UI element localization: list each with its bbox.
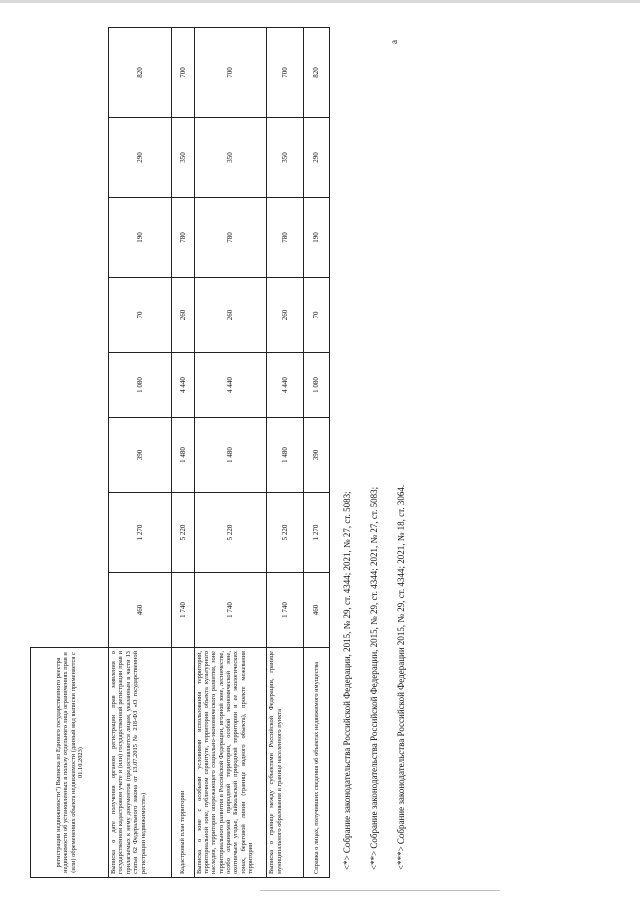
header-cell: регистрации недвижимости") Выписка из Единого государственного реестра недвижимости об установленных в пользу отдельного лица ограничениях прав и (или) обременениях объекта недвижимости (данный вид выписки применяется с 01.10.2023) [31,648,109,878]
fee-cell [171,28,194,118]
fee-cell [303,418,329,493]
fee-value: 1 480 [226,447,235,463]
fee-cell [267,118,303,198]
fee-value: 350 [281,152,290,163]
fee-value: 390 [312,449,321,461]
fee-cell [303,28,329,118]
fee-value: 700 [178,67,187,78]
fee-cell [171,493,194,573]
table-row [109,28,172,878]
row-label: Справка о лицах, получивших сведения об объектах недвижимого имущества [303,648,329,878]
fee-value: 190 [135,232,144,243]
fee-value: 390 [135,449,144,461]
fee-cell [194,28,267,118]
fee-cell [171,353,194,418]
fee-cell [194,198,267,278]
table-row [267,28,303,878]
rotated-page-content [30,28,530,878]
fee-value: 260 [226,309,235,321]
fee-value: 1 270 [135,524,144,541]
fee-cell [267,418,303,493]
fee-cell [194,118,267,198]
fee-value: 700 [281,67,290,78]
fee-value: 260 [281,309,290,321]
fee-value: 190 [312,232,321,243]
row-label: Кадастровый план территории [171,648,194,878]
fee-cell [267,573,303,648]
fee-value: 290 [135,152,144,163]
table-row [171,28,194,878]
fee-cell [267,198,303,278]
fee-cell [303,118,329,198]
fee-value: 780 [226,232,235,243]
table-row-header [31,28,109,878]
fee-cell [267,353,303,418]
footnotes [342,28,423,878]
fee-cell [303,353,329,418]
fee-cell [109,573,172,648]
fee-cell [171,573,194,648]
fee-value: 1 080 [135,377,144,393]
fee-cell [303,573,329,648]
fee-cell [194,353,267,418]
fee-value: 70 [135,311,144,319]
fee-cell [109,353,172,418]
fee-cell [194,573,267,648]
fee-value: 290 [312,152,321,163]
fee-value: 350 [226,152,235,163]
fee-cell [194,493,267,573]
fee-cell [171,278,194,353]
fee-cell [109,118,172,198]
scan-edge [0,0,640,3]
fee-value: 4 440 [281,377,290,393]
fee-cell [109,418,172,493]
fee-cell [303,278,329,353]
fee-value: 1 480 [281,447,290,463]
fee-cell [194,418,267,493]
fee-cell [171,118,194,198]
scan-line [260,890,500,891]
footnote-2: <**> Собрание законодательства Российской Федерации, 2015, № 29, ст. 4344; 2021, № 27, ст. 5083; [369,486,379,870]
fee-value: 1 080 [312,377,321,393]
fee-cell [171,198,194,278]
footnote-3: <***> Собрание законодательства Российской Федерации 2015, № 29, ст. 4344; 2021, № 18, ст. 3064. [396,484,406,870]
header-blank-cell [31,28,109,648]
row-label: Выписка о зоне с особыми условиями использования территорий, территориальной зоне, публичном сервитуте, территории объекта культурного наследия, территории опережающего социально-экономического развития, зоне территориального развития в Российской Федерации, игорной зоне, лесничестве, особо охраняемой природной территории, особой экономической зоне, охотничьем угодье, Байкальской природной территории и ее экологических зонах, береговой линии (границе водного объекта), проекте межевания территории [194,648,267,878]
fee-cell [303,198,329,278]
fee-cell [194,278,267,353]
fee-value: 70 [312,311,321,319]
fee-table [30,27,330,878]
fee-cell [109,28,172,118]
footnote-1: <*> Собрание законодательства Российской Федерации, 2015, № 29, ст. 4344; 2021, № 27, ст. 5083; [342,491,352,870]
fee-value: 820 [312,67,321,78]
fee-value: 700 [226,67,235,78]
row-label: Выписка о границе между субъектами Российской Федерации, границе муниципального образования и границе населенного пункта [267,648,303,878]
fee-value: 1 740 [178,602,187,618]
fee-cell [109,198,172,278]
fee-cell [109,493,172,573]
fee-value: 5 220 [178,524,187,541]
fee-value: 460 [312,604,321,616]
row-label: Выписка о дате получения органом регистрации прав заявления о государственном кадастровом учете и (или) государственной регистрации прав и прилагаемых к нему документов (предоставляется лицам, указанным в части 13 статьи 62 Федерального закона от 13.07.2015 № 218-ФЗ «О государственной регистрации недвижимости») [109,648,172,878]
fee-value: 460 [135,604,144,616]
fee-cell [303,493,329,573]
fee-value: 5 220 [226,524,235,541]
fee-value: 780 [281,232,290,243]
fee-value: 1 270 [312,524,321,541]
fee-cell [109,278,172,353]
fee-value: 820 [135,67,144,78]
fee-value: 4 440 [226,377,235,393]
fee-value: 780 [178,232,187,243]
fee-value: 260 [178,309,187,321]
fee-value: 5 220 [281,524,290,541]
fee-value: 1 740 [281,602,290,618]
fee-value: 1 480 [178,447,187,463]
fee-cell [267,28,303,118]
table-row [303,28,329,878]
page-mark: а [389,40,399,44]
fee-value: 4 440 [178,377,187,393]
fee-cell [267,493,303,573]
fee-cell [171,418,194,493]
fee-value: 350 [178,152,187,163]
fee-cell [267,278,303,353]
table-row [194,28,267,878]
fee-value: 1 740 [226,602,235,618]
